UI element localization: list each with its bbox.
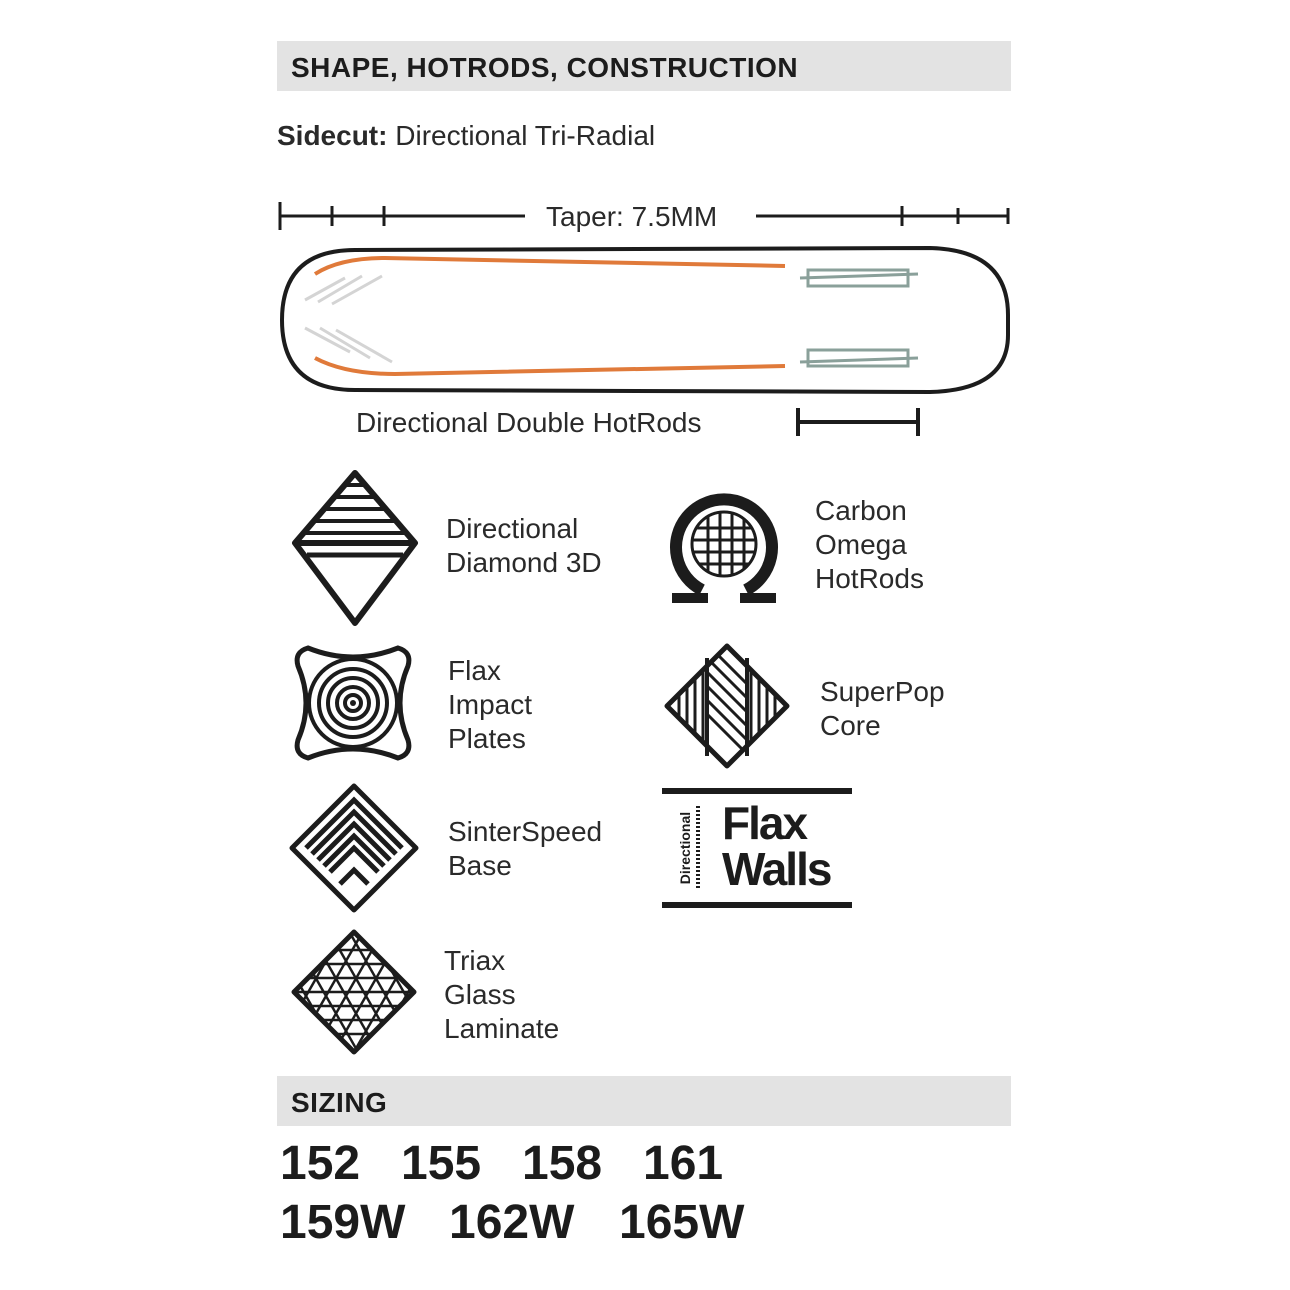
size-item: 162W bbox=[449, 1196, 575, 1249]
triax-glass-icon bbox=[286, 926, 426, 1066]
feature-label-flax-impact: Flax Impact Plates bbox=[448, 655, 533, 754]
sidecut-line bbox=[277, 120, 655, 152]
size-item: 155 bbox=[401, 1137, 482, 1190]
size-item: 159W bbox=[280, 1196, 406, 1249]
feature-label-sinterspeed: SinterSpeed Base bbox=[448, 816, 603, 881]
flax-walls-logo bbox=[662, 788, 852, 908]
sidecut-label: Sidecut: bbox=[277, 120, 388, 151]
sidecut-value: Directional Tri-Radial bbox=[395, 120, 656, 151]
logo-word-walls: Walls bbox=[722, 843, 831, 895]
hotrods-label: Directional Double HotRods bbox=[356, 407, 702, 438]
taper-label: Taper: 7.5MM bbox=[546, 201, 718, 232]
size-item: 158 bbox=[522, 1137, 603, 1190]
section-title: SIZING bbox=[291, 1087, 388, 1118]
section-title: SHAPE, HOTRODS, CONSTRUCTION bbox=[291, 52, 799, 83]
section-header-shape bbox=[277, 41, 1011, 91]
flax-impact-plates-icon bbox=[288, 638, 418, 768]
superpop-core-icon bbox=[657, 638, 797, 778]
logo-bottom-rule bbox=[662, 902, 852, 908]
feature-label-superpop: SuperPop Core bbox=[820, 676, 945, 741]
logo-word-flax: Flax bbox=[722, 797, 807, 849]
feature-label-carbon-omega: Carbon Omega HotRods bbox=[815, 495, 924, 594]
size-item: 165W bbox=[619, 1196, 745, 1249]
size-item: 161 bbox=[643, 1137, 724, 1190]
carbon-omega-icon bbox=[664, 482, 784, 612]
sinterspeed-base-icon bbox=[284, 780, 424, 920]
logo-small-text: Directional bbox=[677, 811, 693, 885]
logo-top-rule bbox=[662, 788, 852, 794]
size-item: 152 bbox=[280, 1137, 361, 1190]
feature-label-triax: Triax Glass Laminate bbox=[444, 945, 560, 1044]
snowboard-diagram bbox=[0, 240, 1290, 400]
section-header-sizing bbox=[277, 1076, 1011, 1126]
logo-divider bbox=[696, 806, 700, 890]
directional-diamond-icon bbox=[285, 465, 425, 635]
feature-label-directional-diamond: Directional Diamond 3D bbox=[446, 513, 602, 578]
hotrods-bracket bbox=[790, 402, 930, 442]
